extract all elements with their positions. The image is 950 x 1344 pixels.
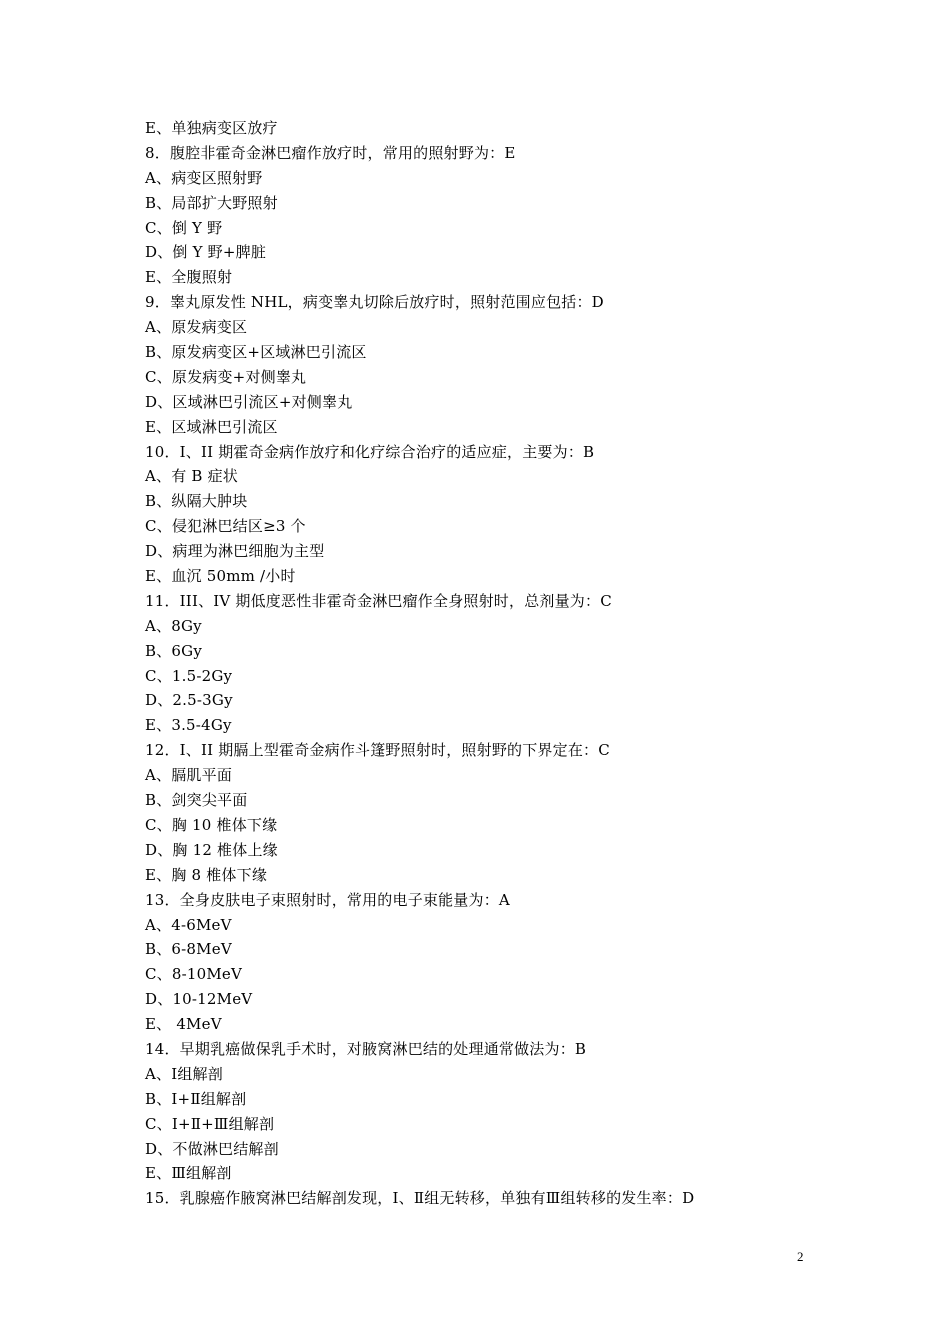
question-10: 10．I、II 期霍奇金病作放疗和化疗综合治疗的适应症，主要为：B [145, 442, 595, 461]
option-line: A、Ⅰ组解剖 [145, 1064, 223, 1083]
question-8: 8．腹腔非霍奇金淋巴瘤作放疗时，常用的照射野为：E [145, 143, 516, 162]
option-line: E、 4MeV [145, 1015, 222, 1034]
option-line: C、原发病变+对侧睾丸 [145, 367, 307, 386]
option-line: E、区域淋巴引流区 [145, 417, 278, 436]
option-line: A、4-6MeV [145, 915, 232, 934]
option-line: C、1.5-2Gy [145, 666, 233, 685]
option-line: A、有 B 症状 [145, 467, 238, 486]
option-line: D、胸 12 椎体上缘 [145, 840, 278, 859]
question-13: 13．全身皮肤电子束照射时，常用的电子束能量为：A [145, 890, 510, 909]
option-line: D、不做淋巴结解剖 [145, 1139, 279, 1158]
option-line: E、血沉 50mm /小时 [145, 567, 296, 586]
question-list [145, 116, 845, 1211]
option-line: C、倒 Y 野 [145, 218, 223, 237]
option-line: D、10-12MeV [145, 990, 253, 1009]
option-line: C、侵犯淋巴结区≥3 个 [145, 517, 306, 536]
option-line: E、3.5-4Gy [145, 716, 232, 735]
question-15: 15．乳腺癌作腋窝淋巴结解剖发现，Ⅰ、Ⅱ组无转移，单独有Ⅲ组转移的发生率：D [145, 1189, 695, 1208]
option-line: A、原发病变区 [145, 318, 248, 337]
option-line: B、6-8MeV [145, 940, 232, 959]
option-line: D、倒 Y 野+脾脏 [145, 243, 267, 262]
option-line: B、局部扩大野照射 [145, 193, 278, 212]
option-line: B、6Gy [145, 641, 203, 660]
option-line: B、剑突尖平面 [145, 791, 248, 810]
option-line: B、Ⅰ+Ⅱ组解剖 [145, 1089, 247, 1108]
question-11: 11．III、IV 期低度恶性非霍奇金淋巴瘤作全身照射时，总剂量为：C [145, 591, 612, 610]
option-line: B、纵隔大肿块 [145, 492, 248, 511]
option-line: C、8-10MeV [145, 965, 243, 984]
option-line: A、病变区照射野 [145, 168, 263, 187]
option-line: B、原发病变区+区域淋巴引流区 [145, 343, 367, 362]
question-12: 12．I、II 期膈上型霍奇金病作斗篷野照射时，照射野的下界定在：C [145, 741, 610, 760]
option-line: D、区域淋巴引流区+对侧睾丸 [145, 392, 353, 411]
option-line: A、膈肌平面 [145, 766, 233, 785]
option-line: A、8Gy [145, 616, 202, 635]
question-9: 9．睾丸原发性 NHL，病变睾丸切除后放疗时，照射范围应包括：D [145, 293, 604, 312]
option-line: E、Ⅲ组解剖 [145, 1164, 232, 1183]
option-line: E、胸 8 椎体下缘 [145, 865, 268, 884]
page-number: 2 [797, 1249, 804, 1264]
question-14: 14．早期乳癌做保乳手术时，对腋窝淋巴结的处理通常做法为：B [145, 1039, 587, 1058]
option-line: C、胸 10 椎体下缘 [145, 815, 278, 834]
option-line: C、Ⅰ+Ⅱ+Ⅲ组解剖 [145, 1114, 275, 1133]
option-line: D、2.5-3Gy [145, 691, 233, 710]
option-line: D、病理为淋巴细胞为主型 [145, 542, 325, 561]
option-line: E、全腹照射 [145, 268, 233, 287]
text-line: E、单独病变区放疗 [145, 119, 278, 137]
